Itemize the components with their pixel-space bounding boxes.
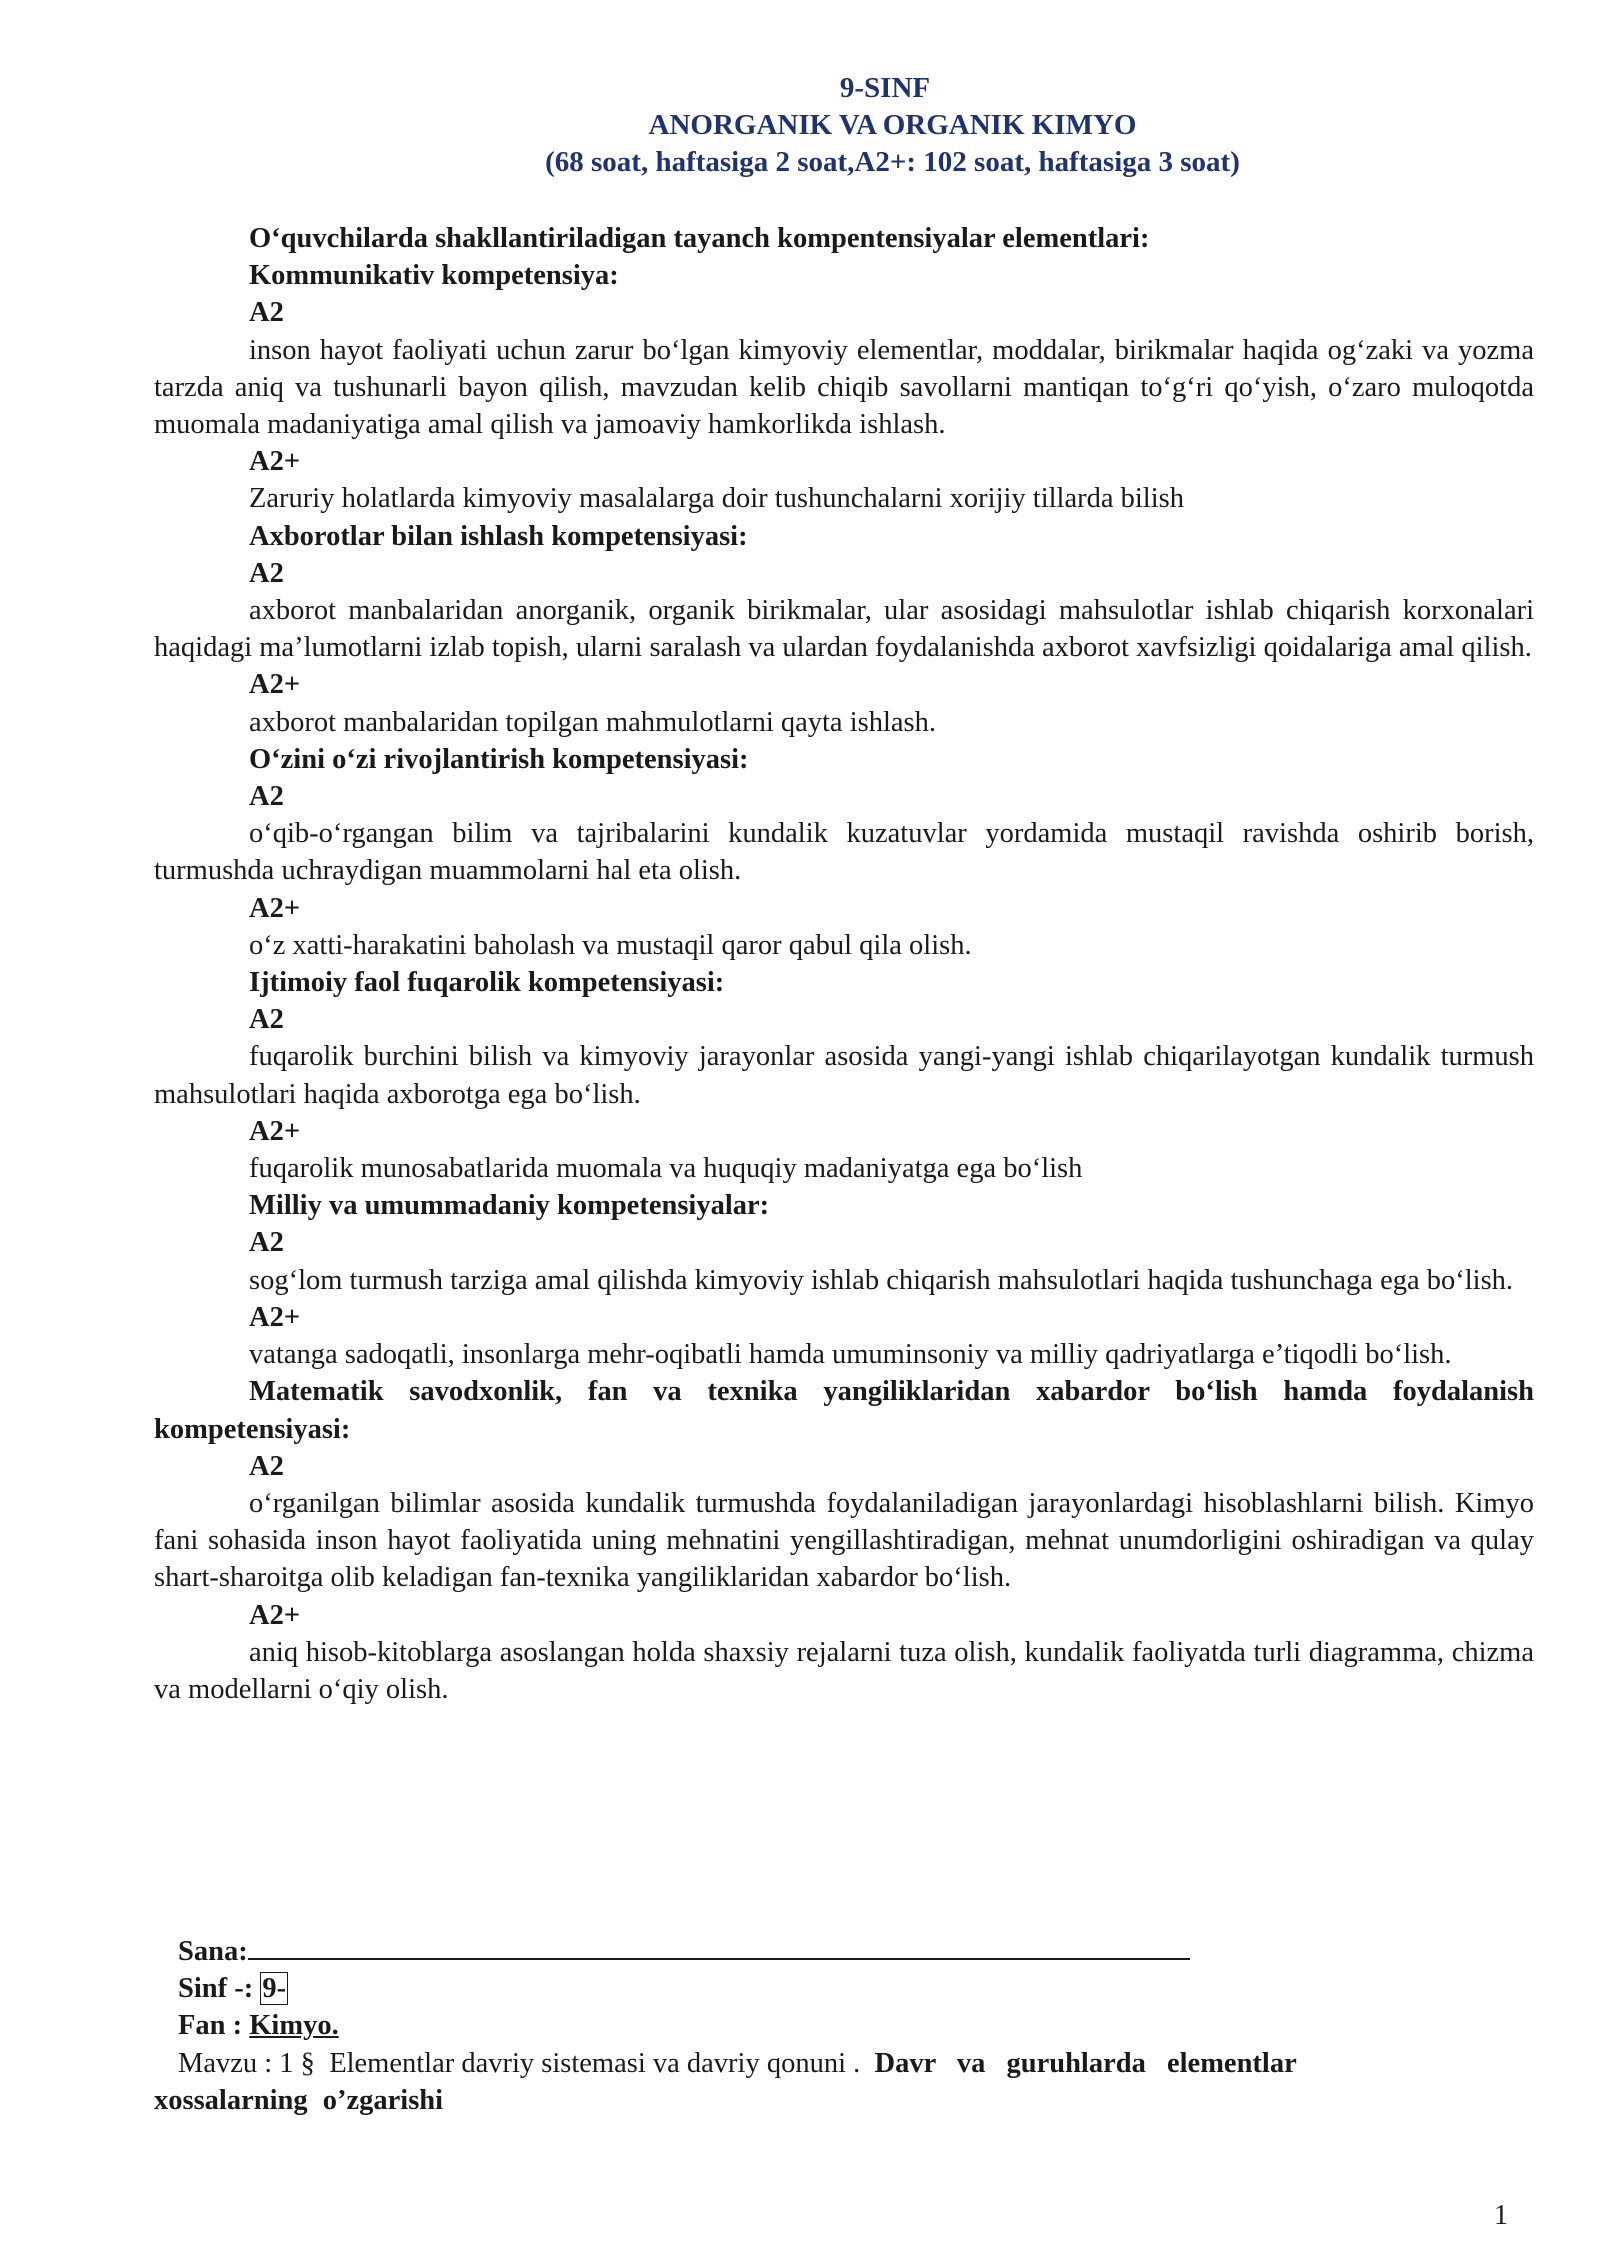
level-a2plus-text: fuqarolik munosabatlarida muomala va huquqiy madaniyatga ega bo‘lish: [249, 1153, 1083, 1185]
level-a2plus-text: axborot manbalaridan topilgan mahmulotlarni qayta ishlash.: [249, 706, 936, 738]
level-a2plus-label: A2+: [249, 669, 301, 701]
intro-heading: O‘quvchilarda shakllantiriladigan tayanch kompentensiyalar elementlari:: [249, 223, 1150, 254]
subject-title: ANORGANIK VA ORGANIK KIMYO: [648, 109, 1137, 141]
topic-bold-2: xossalarning o’zgarishi: [154, 2084, 444, 2116]
level-a2-label: A2: [249, 1227, 284, 1259]
level-a2-text: fuqarolik burchini bilish va kimyoviy jarayonlar asosida yangi-yangi ishlab chiqarilayotgan kundalik turmush mahsulotlari haqida axborotga ega bo‘lish.: [154, 1041, 1534, 1110]
subject-value: Kimyo.: [249, 2010, 339, 2042]
level-a2-label: A2: [249, 781, 284, 813]
competencies-section: [154, 220, 1534, 1708]
topic-row: [154, 2045, 1534, 2082]
competency-title: O‘zini o‘zi rivojlantirish kompetensiyasi:: [249, 743, 749, 775]
level-a2-text: sog‘lom turmush tarziga amal qilishda kimyoviy ishlab chiqarish mahsulotlari haqida tushunchaga ega bo‘lish.: [249, 1264, 1514, 1296]
lesson-info: [154, 1930, 1534, 2119]
class-value: 9-: [262, 1973, 287, 2005]
competency-title: Matematik savodxonlik, fan va texnika yangiliklaridan xabardor bo‘lish hamda foydalanish kompetensiyasi:: [154, 1376, 1534, 1445]
level-a2-text: axborot manbalaridan anorganik, organik birikmalar, ular asosidagi mahsulotlar ishlab chiqarish korxonalari haqidagi ma’lumotlarni izlab topish, ularni saralash va ulardan foydalanishda axborot xavfsizligi qoidalariga amal qilish.: [154, 595, 1534, 664]
level-a2-text: o‘rganilgan bilimlar asosida kundalik turmushda foydalaniladigan jarayonlardagi hisoblashlarni bilish. Kimyo fani sohasida inson hayot faoliyatida uning mehnatini yengillashtiradigan, mehnat unumdorligini oshiradigan va qulay shart-sharoitga olib keladigan fan-texnika yangiliklaridan xabardor bo‘lish.: [154, 1487, 1534, 1594]
topic-row-continued: [154, 2082, 1534, 2119]
topic-bold-1: Davr va guruhlarda elementlar: [874, 2047, 1297, 2079]
page-number: 1: [1494, 2200, 1508, 2231]
competency-title: Ijtimoiy faol fuqarolik kompetensiyasi:: [249, 967, 725, 999]
level-a2plus-text: Zaruriy holatlarda kimyoviy masalalarga doir tushunchalarni xorijiy tillarda bilish: [249, 483, 1184, 515]
level-a2-label: A2: [249, 1004, 284, 1036]
level-a2-label: A2: [249, 1450, 284, 1482]
level-a2-label: A2: [249, 297, 284, 329]
subject-label: Fan :: [178, 2010, 243, 2042]
date-fill-line: [248, 1930, 1190, 1960]
level-a2plus-label: A2+: [249, 1115, 301, 1147]
date-label: Sana:: [178, 1936, 248, 1967]
level-a2-label: A2: [249, 557, 284, 589]
level-a2plus-label: A2+: [249, 1599, 301, 1631]
competency-title: Axborotlar bilan ishlash kompetensiyasi:: [249, 520, 748, 552]
document-header: [0, 70, 1600, 181]
grade-title: 9-SINF: [839, 72, 931, 104]
level-a2plus-text: aniq hisob-kitoblarga asoslangan holda shaxsiy rejalarni tuza olish, kundalik faoliyatda turli diagramma, chizma va modellarni o‘qiy olish.: [154, 1636, 1534, 1705]
level-a2-text: inson hayot faoliyati uchun zarur bo‘lgan kimyoviy elementlar, moddalar, birikmalar haqida og‘zaki va yozma tarzda aniq va tushunarli bayon qilish, mavzudan kelib chiqib savollarni mantiqan to‘g‘ri qo‘yish, o‘zaro muloqotda muomala madaniyatiga amal qilish va jamoaviy hamkorlikda ishlash.: [154, 334, 1534, 441]
competency-title: Milliy va umummadaniy kompetensiyalar:: [249, 1190, 770, 1222]
level-a2plus-label: A2+: [249, 892, 301, 924]
level-a2plus-label: A2+: [249, 1301, 301, 1333]
topic-label: Mavzu : 1 §: [178, 2047, 315, 2079]
subject-row: [154, 2007, 1534, 2044]
topic-text: Elementlar davriy sistemasi va davriy qonuni .: [329, 2047, 861, 2079]
level-a2-text: o‘qib-o‘rgangan bilim va tajribalarini kundalik kuzatuvlar yordamida mustaqil ravishda oshirib borish, turmushda uchraydigan muammolarni hal eta olish.: [154, 818, 1534, 887]
hours-subtitle: (68 soat, haftasiga 2 soat,A2+: 102 soat, haftasiga 3 soat): [545, 146, 1240, 178]
level-a2plus-label: A2+: [249, 446, 301, 478]
date-row: [154, 1930, 1534, 1970]
competency-title: Kommunikativ kompetensiya:: [249, 260, 619, 292]
class-row: [154, 1970, 1534, 2007]
level-a2plus-text: o‘z xatti-harakatini baholash va mustaqil qaror qabul qila olish.: [249, 929, 972, 961]
class-label: Sinf -:: [178, 1973, 254, 2005]
level-a2plus-text: vatanga sadoqatli, insonlarga mehr-oqibatli hamda umuminsoniy va milliy qadriyatlarga e’tiqodli bo‘lish.: [249, 1339, 1452, 1371]
